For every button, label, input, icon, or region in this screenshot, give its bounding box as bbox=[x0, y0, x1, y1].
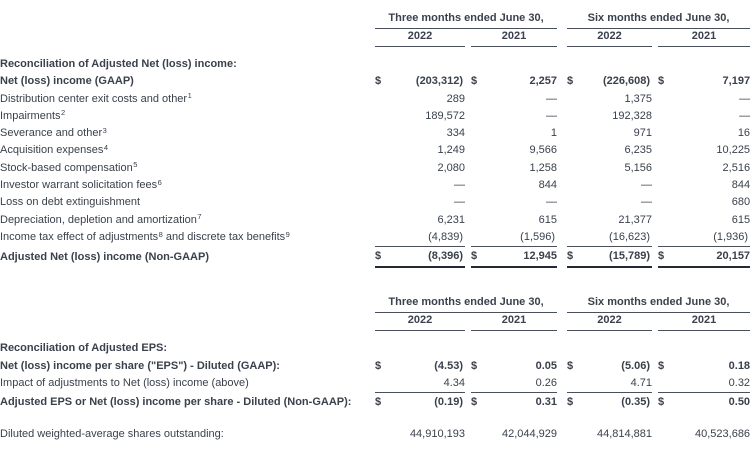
cell-value: 844 bbox=[731, 179, 751, 192]
row-label: Reconciliation of Adjusted Net (loss) income: bbox=[0, 58, 237, 70]
table-row bbox=[0, 91, 750, 108]
cell-value bbox=[672, 340, 750, 357]
footnote-ref: 5 bbox=[133, 160, 138, 170]
footnote-ref: 2 bbox=[61, 108, 66, 118]
adjusted-net-income-table-container bbox=[0, 10, 750, 268]
cell-value: — bbox=[739, 92, 751, 105]
header-spacer bbox=[0, 294, 375, 312]
column-gap bbox=[557, 91, 567, 108]
year-header: 2022 bbox=[375, 312, 465, 330]
currency-symbol bbox=[375, 56, 389, 73]
footnote-ref: 7 bbox=[197, 212, 202, 222]
currency-symbol bbox=[471, 194, 485, 211]
currency-symbol bbox=[471, 375, 485, 393]
row-label: Severance and other$^3$ bbox=[0, 125, 107, 140]
currency-symbol bbox=[567, 160, 581, 177]
currency-symbol bbox=[567, 194, 581, 211]
cell-value bbox=[581, 56, 652, 73]
cell-value bbox=[672, 56, 750, 73]
currency-symbol bbox=[375, 91, 389, 108]
cell-value: 0.05 bbox=[535, 359, 558, 372]
column-gap bbox=[557, 312, 567, 330]
currency-symbol bbox=[658, 426, 672, 443]
cell-value: 0.26 bbox=[535, 376, 558, 389]
cell-value: 2,080 bbox=[437, 161, 465, 174]
cell-value: — bbox=[454, 179, 465, 192]
cell-value: 615 bbox=[731, 213, 751, 226]
year-header: 2021 bbox=[658, 312, 750, 330]
cell-value: 2,516 bbox=[722, 161, 751, 174]
currency-symbol: $ bbox=[375, 359, 382, 372]
currency-symbol bbox=[471, 160, 485, 177]
table-row bbox=[0, 375, 750, 393]
column-gap bbox=[557, 393, 567, 413]
row-label: Stock-based compensation$^5$ bbox=[0, 160, 138, 174]
currency-symbol bbox=[471, 108, 485, 125]
cell-value: 4.71 bbox=[630, 376, 653, 389]
currency-symbol: $ bbox=[471, 75, 478, 88]
currency-symbol bbox=[658, 160, 672, 177]
currency-symbol bbox=[567, 340, 581, 357]
cell-value: 1,375 bbox=[624, 92, 653, 105]
cell-value: (16,623) bbox=[609, 230, 651, 243]
cell-value: (0.35) bbox=[581, 393, 652, 413]
footnote-ref: 1 bbox=[187, 91, 192, 101]
cell-value: 1,249 bbox=[437, 144, 465, 157]
currency-symbol: $ bbox=[375, 75, 382, 88]
currency-symbol bbox=[471, 177, 485, 194]
currency-symbol bbox=[375, 194, 389, 211]
footnote-ref: 3 bbox=[102, 125, 107, 135]
currency-symbol bbox=[375, 177, 389, 194]
cell-value: 40,523,686 bbox=[695, 428, 751, 441]
currency-symbol: $ bbox=[567, 359, 574, 372]
currency-symbol bbox=[375, 426, 389, 443]
cell-value: — bbox=[454, 196, 465, 209]
table-row bbox=[0, 73, 750, 90]
currency-symbol bbox=[471, 91, 485, 108]
currency-symbol bbox=[567, 426, 581, 443]
table-row bbox=[0, 56, 750, 73]
currency-symbol bbox=[471, 142, 485, 159]
currency-symbol bbox=[658, 340, 672, 357]
table-row bbox=[0, 212, 750, 229]
spacer-row bbox=[0, 46, 750, 56]
column-gap bbox=[557, 160, 567, 177]
row-label: Loss on debt extinguishment bbox=[0, 196, 141, 209]
header-spacer bbox=[0, 312, 375, 330]
cell-value: 44,814,881 bbox=[596, 428, 653, 441]
period-header-row bbox=[0, 10, 750, 28]
currency-symbol: $ bbox=[658, 75, 665, 88]
cell-value: 9,566 bbox=[529, 144, 558, 157]
table-row bbox=[0, 426, 750, 443]
column-gap bbox=[557, 142, 567, 159]
cell-value: (4.53) bbox=[434, 359, 463, 372]
row-label: Net (loss) income per share ("EPS") - Diluted (GAAP): bbox=[0, 359, 280, 372]
header-spacer bbox=[0, 28, 375, 46]
cell-value bbox=[389, 56, 465, 73]
cell-value: (4,839) bbox=[428, 230, 463, 243]
year-header: 2022 bbox=[567, 28, 652, 46]
year-header: 2022 bbox=[567, 312, 652, 330]
cell-value: (1,596) bbox=[520, 230, 556, 243]
period-header: Three months ended June 30, bbox=[375, 10, 557, 28]
cell-value: 12,945 bbox=[485, 247, 557, 268]
cell-value: 971 bbox=[633, 127, 653, 140]
currency-symbol bbox=[658, 194, 672, 211]
currency-symbol bbox=[375, 160, 389, 177]
cell-value bbox=[485, 56, 557, 73]
cell-value: — bbox=[641, 196, 653, 209]
currency-symbol bbox=[658, 108, 672, 125]
column-gap bbox=[557, 247, 567, 268]
year-header: 2021 bbox=[471, 312, 557, 330]
period-header-row bbox=[0, 294, 750, 312]
cell-value bbox=[485, 340, 557, 357]
currency-symbol bbox=[658, 56, 672, 73]
currency-symbol bbox=[375, 108, 389, 125]
spacer-row bbox=[0, 330, 750, 340]
column-gap bbox=[557, 10, 567, 28]
cell-value: — bbox=[641, 179, 653, 192]
year-header: 2021 bbox=[658, 28, 750, 46]
currency-symbol bbox=[375, 229, 389, 247]
cell-value: 192,328 bbox=[612, 109, 653, 122]
currency-symbol bbox=[471, 125, 485, 142]
cell-value bbox=[581, 340, 652, 357]
currency-symbol bbox=[658, 142, 672, 159]
header-spacer bbox=[0, 10, 375, 28]
currency-symbol bbox=[567, 375, 581, 393]
currency-symbol bbox=[375, 125, 389, 142]
row-label: Net (loss) income (GAAP) bbox=[0, 75, 134, 88]
currency-symbol: $ bbox=[658, 247, 672, 268]
column-gap bbox=[557, 28, 567, 46]
currency-symbol bbox=[375, 375, 389, 393]
footnote-ref: 6 bbox=[157, 177, 162, 187]
cell-value: 289 bbox=[446, 92, 465, 105]
row-label: Investor warrant solicitation fees$^6$ bbox=[0, 177, 162, 192]
cell-value: 0.31 bbox=[485, 393, 557, 413]
row-label: Adjusted Net (loss) income (Non-GAAP) bbox=[0, 251, 210, 264]
currency-symbol: $ bbox=[567, 75, 574, 88]
cell-value: 0.18 bbox=[728, 359, 751, 372]
spacer-row bbox=[0, 412, 750, 426]
currency-symbol bbox=[471, 426, 485, 443]
cell-value: 615 bbox=[538, 213, 558, 226]
footnote-ref: 4 bbox=[103, 142, 109, 152]
table-row bbox=[0, 393, 750, 413]
table-row bbox=[0, 358, 750, 375]
currency-symbol bbox=[375, 212, 389, 229]
cell-value: 189,572 bbox=[425, 109, 465, 122]
cell-value: 16 bbox=[737, 127, 751, 140]
cell-value: (0.19) bbox=[389, 393, 465, 413]
currency-symbol: $ bbox=[471, 393, 485, 413]
cell-value: 334 bbox=[446, 127, 465, 140]
currency-symbol bbox=[658, 91, 672, 108]
cell-value: 2,257 bbox=[529, 75, 558, 88]
currency-symbol bbox=[658, 212, 672, 229]
column-gap bbox=[557, 177, 567, 194]
adjusted-eps-reconciliation-table bbox=[0, 294, 750, 443]
currency-symbol bbox=[567, 212, 581, 229]
currency-symbol: $ bbox=[567, 393, 581, 413]
adjusted-eps-table-container bbox=[0, 294, 750, 443]
cell-value: 21,377 bbox=[618, 213, 653, 226]
table-row bbox=[0, 142, 750, 159]
row-label: Income tax effect of adjustments$^8$ and discrete tax benefits$^9$ bbox=[0, 229, 290, 244]
row-label: Impairments$^2$ bbox=[0, 108, 66, 122]
cell-value: (8,396) bbox=[389, 247, 465, 268]
table-row bbox=[0, 125, 750, 142]
row-label: Reconciliation of Adjusted EPS: bbox=[0, 342, 168, 355]
cell-value: — bbox=[546, 109, 558, 122]
period-header: Six months ended June 30, bbox=[567, 10, 750, 28]
currency-symbol bbox=[471, 340, 485, 357]
row-label: Acquisition expenses$^4$ bbox=[0, 142, 109, 157]
cell-value: (15,789) bbox=[581, 247, 652, 268]
currency-symbol: $ bbox=[471, 247, 485, 268]
cell-value: 42,044,929 bbox=[501, 428, 558, 441]
cell-value: 10,225 bbox=[716, 144, 751, 157]
currency-symbol bbox=[471, 212, 485, 229]
currency-symbol bbox=[658, 375, 672, 393]
currency-symbol bbox=[471, 229, 485, 247]
cell-value: — bbox=[546, 92, 558, 105]
column-gap bbox=[557, 194, 567, 211]
currency-symbol bbox=[567, 91, 581, 108]
financial-statement-page bbox=[0, 10, 754, 443]
cell-value: 6,231 bbox=[437, 213, 465, 226]
footnote-ref: 8 bbox=[158, 229, 163, 239]
cell-value: 0.50 bbox=[672, 393, 750, 413]
currency-symbol: $ bbox=[375, 247, 389, 268]
cell-value: 4.34 bbox=[443, 376, 465, 389]
cell-value: — bbox=[546, 196, 558, 209]
row-label: Diluted weighted-average shares outstanding: bbox=[0, 428, 224, 441]
row-label: Distribution center exit costs and other$^1$ bbox=[0, 91, 192, 105]
currency-symbol bbox=[567, 125, 581, 142]
column-gap bbox=[557, 426, 567, 443]
table-row bbox=[0, 160, 750, 177]
currency-symbol bbox=[375, 142, 389, 159]
cell-value: 6,235 bbox=[624, 144, 653, 157]
currency-symbol: $ bbox=[375, 393, 389, 413]
column-gap bbox=[557, 56, 567, 73]
cell-value: 44,910,193 bbox=[409, 428, 465, 441]
cell-value: (5.06) bbox=[621, 359, 651, 372]
period-header: Three months ended June 30, bbox=[375, 294, 557, 312]
column-gap bbox=[557, 125, 567, 142]
currency-symbol bbox=[658, 125, 672, 142]
currency-symbol bbox=[567, 229, 581, 247]
cell-value: 844 bbox=[538, 179, 558, 192]
currency-symbol bbox=[658, 177, 672, 194]
column-gap bbox=[557, 375, 567, 393]
currency-symbol: $ bbox=[567, 247, 581, 268]
currency-symbol bbox=[567, 56, 581, 73]
column-gap bbox=[557, 294, 567, 312]
cell-value: 680 bbox=[731, 196, 751, 209]
table-row bbox=[0, 247, 750, 268]
year-header: 2022 bbox=[375, 28, 465, 46]
cell-value: 1 bbox=[550, 127, 558, 140]
adjusted-net-income-reconciliation-table bbox=[0, 10, 750, 268]
column-gap bbox=[557, 73, 567, 90]
row-label: Depreciation, depletion and amortization$^7$ bbox=[0, 212, 202, 226]
currency-symbol bbox=[658, 229, 672, 247]
currency-symbol bbox=[567, 177, 581, 194]
column-gap bbox=[557, 340, 567, 357]
currency-symbol bbox=[375, 340, 389, 357]
column-gap bbox=[557, 108, 567, 125]
column-gap bbox=[557, 229, 567, 247]
table-row bbox=[0, 177, 750, 194]
cell-value: 0.32 bbox=[728, 376, 751, 389]
row-label: Adjusted EPS or Net (loss) income per share - Diluted (Non-GAAP): bbox=[0, 396, 352, 409]
year-header-row bbox=[0, 28, 750, 46]
period-header: Six months ended June 30, bbox=[567, 294, 750, 312]
currency-symbol bbox=[567, 142, 581, 159]
table-row bbox=[0, 229, 750, 247]
cell-value: 1,258 bbox=[529, 161, 558, 174]
currency-symbol: $ bbox=[471, 359, 478, 372]
table-row bbox=[0, 340, 750, 357]
cell-value: 20,157 bbox=[672, 247, 750, 268]
table-row bbox=[0, 108, 750, 125]
cell-value bbox=[389, 340, 465, 357]
footnote-ref: 9 bbox=[285, 229, 290, 239]
year-header: 2021 bbox=[471, 28, 557, 46]
cell-value: (226,608) bbox=[602, 75, 651, 88]
row-label: Impact of adjustments to Net (loss) income (above) bbox=[0, 377, 249, 390]
cell-value: 7,197 bbox=[722, 75, 751, 88]
column-gap bbox=[557, 212, 567, 229]
cell-value: (203,312) bbox=[415, 75, 463, 88]
currency-symbol bbox=[567, 108, 581, 125]
cell-value: — bbox=[739, 109, 751, 122]
table-row bbox=[0, 194, 750, 211]
cell-value: 5,156 bbox=[624, 161, 653, 174]
currency-symbol bbox=[471, 56, 485, 73]
cell-value: (1,936) bbox=[713, 230, 749, 243]
currency-symbol: $ bbox=[658, 393, 672, 413]
column-gap bbox=[557, 358, 567, 375]
currency-symbol: $ bbox=[658, 359, 665, 372]
year-header-row bbox=[0, 312, 750, 330]
